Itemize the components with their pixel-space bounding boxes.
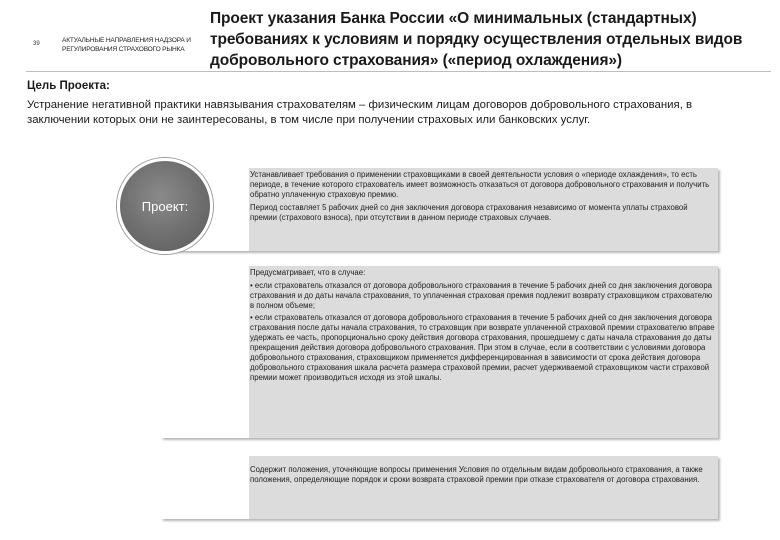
section-title-line1: АКТУАЛЬНЫЕ НАПРАВЛЕНИЯ НАДЗОРА И	[62, 37, 191, 44]
provision-box-3	[161, 456, 718, 519]
provision-box-2-text	[250, 268, 715, 386]
page-number: 39	[33, 41, 40, 47]
page-title-line1: Проект указания Банка России «О минимальных (стандартных)	[210, 10, 697, 27]
provision-box-1	[161, 168, 718, 251]
paragraph: Период составляет 5 рабочих дней со дня заключения договора страхования независимо от момента уплаты страховой премии (страхового взноса), при отсутствии в данном периоде страховых случаев.	[250, 202, 688, 222]
provision-box-2	[161, 266, 718, 438]
paragraph: • если страхователь отказался от договора добровольного страхования в течение 5 рабочих дней со дня заключения договора страхования после даты начала страхования, то страховщик при возврате уплаченной страховой премии страхователю вправе удержать ее часть, пропорционально сроку действия договора страхования, прошедшему с даты начала страхования до даты прекращения действия договора добровольного страхования. При этом в случае, если в соответствии с условиями договора добровольного страхования, страховщиком применяется дифференцированная в зависимости от срока действия договора добровольного страхования шкала расчета размера страховой премии, расчет удерживаемой страховщиком части страховой премии может производиться исходя из этой шкалы.	[250, 313, 715, 382]
provision-box-1-text	[250, 170, 715, 225]
page-title-line2: требованиях к условиям и порядку осуществления отдельных видов	[210, 31, 743, 48]
goal-label: Цель Проекта:	[27, 80, 110, 92]
provision-box-3-text	[250, 465, 715, 488]
project-circle	[117, 158, 213, 254]
section-title	[62, 36, 191, 54]
title-divider	[26, 71, 771, 72]
goal-text: Устранение негативной практики навязывания страхователям – физическим лицам договоров добровольного страхования, в заключении которых они не заинтересованы, в том числе при получении страховых или банковских услуг.	[27, 99, 693, 126]
page-title-line3: добровольного страхования» («период охлаждения»)	[210, 52, 622, 69]
paragraph: Содержит положения, уточняющие вопросы применения Условия по отдельным видам добровольного страхования, а также положения, определяющие порядок и сроки возврата страховой премии при отказе страхователя от договора страхования.	[250, 465, 703, 484]
paragraph: Устанавливает требования о применении страховщиками в своей деятельности условия о «периоде охлаждения», то есть периоде, в течение которого страхователь имеет возможность отказаться от договора добровольного страхования и получить обратно уплаченную страховую премию.	[250, 170, 710, 199]
page-title	[210, 8, 776, 71]
paragraph: Предусматривает, что в случае:	[250, 268, 366, 277]
section-title-line2: РЕГУЛИРОВАНИЯ СТРАХОВОГО РЫНКА	[62, 46, 185, 53]
paragraph: • если страхователь отказался от договора добровольного страхования в течение 5 рабочих дней со дня заключения договора страхования и до даты начала страхования, то уплаченная страховая премия подлежит возврату страховщиком страхователю в полном объеме;	[250, 280, 713, 310]
project-circle-label: Проект:	[141, 198, 189, 214]
